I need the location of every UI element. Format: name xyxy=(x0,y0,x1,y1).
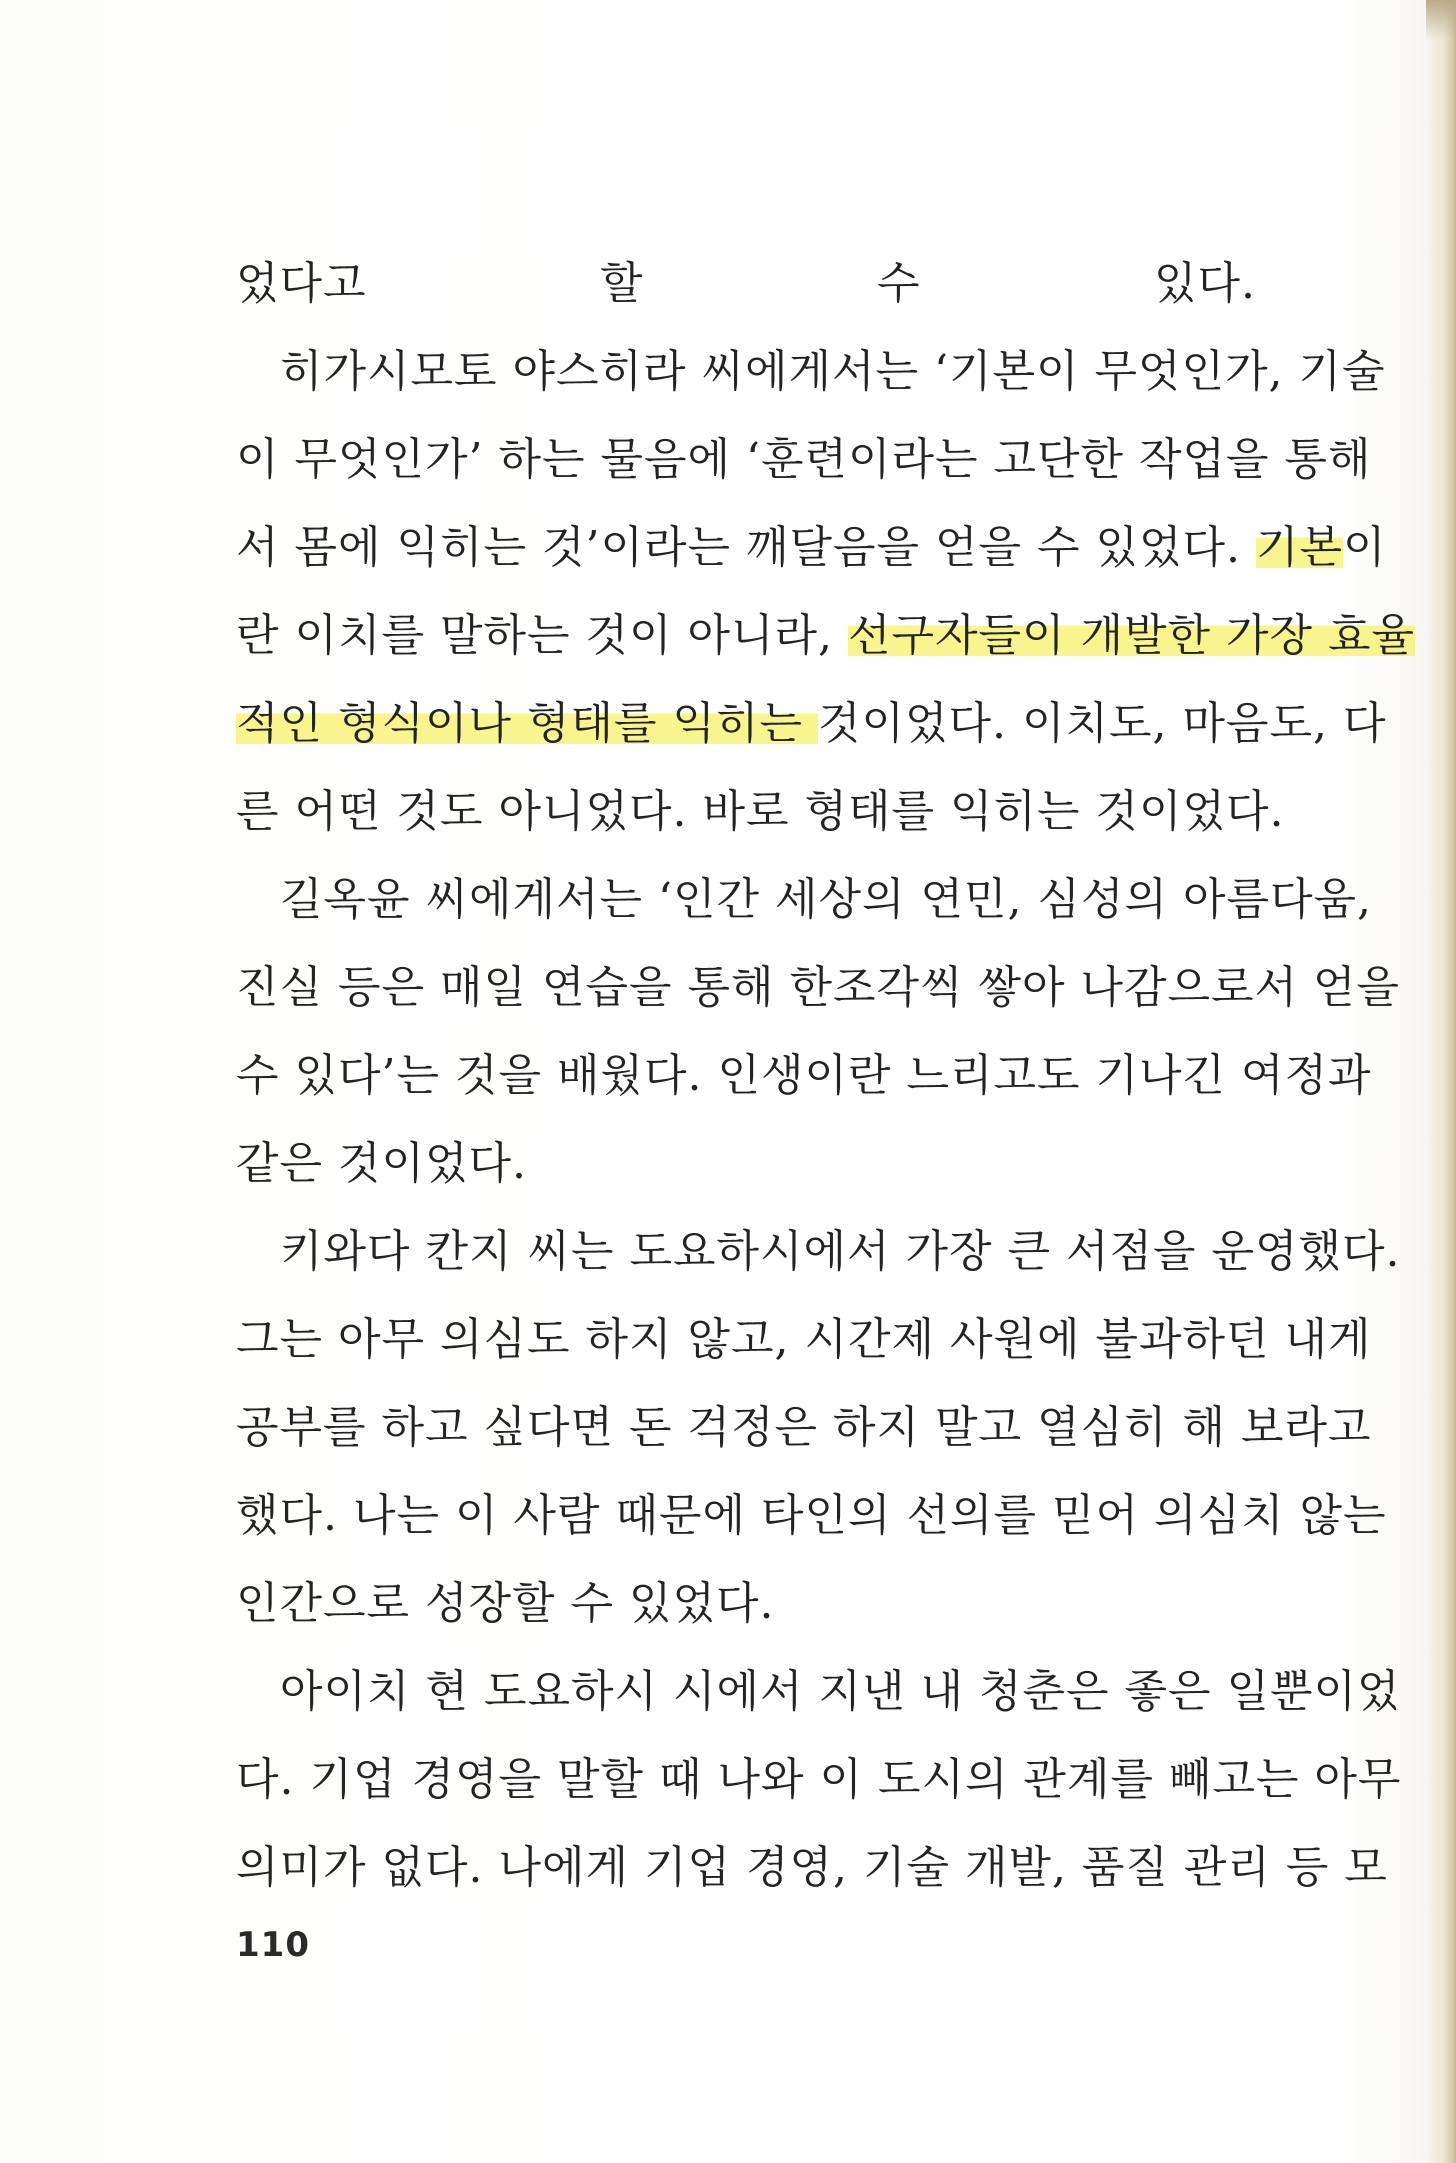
text-line: 른 어떤 것도 아니었다. 바로 형태를 익히는 것이었다. xyxy=(236,786,1285,837)
page-edge-shadow xyxy=(1426,0,1456,2163)
text-line: 했다. 나는 이 사람 때문에 타인의 선의를 믿어 의심치 않는 xyxy=(236,1490,1387,1541)
text-line: 이 무엇인가’ 하는 물음에 ‘훈련이라는 고단한 작업을 통해 xyxy=(236,434,1372,485)
text-segment: 이 xyxy=(1342,522,1387,573)
text-segment: 것이었다. 이치도, 마음도, 다 xyxy=(818,698,1387,749)
text-line: 아이치 현 도요하시 시에서 지낸 내 청춘은 좋은 일뿐이었 xyxy=(280,1666,1401,1717)
text-line: 수 있다’는 것을 배웠다. 인생이란 느리고도 기나긴 여정과 xyxy=(236,1050,1372,1101)
text-line: 같은 것이었다. xyxy=(236,1138,527,1189)
text-line: 키와다 칸지 씨는 도요하시에서 가장 큰 서점을 운영했다. xyxy=(280,1226,1401,1277)
text-line: 길옥윤 씨에게서는 ‘인간 세상의 연민, 심성의 아름다움, xyxy=(280,874,1372,925)
text-line: 었다고 할 수 있다. xyxy=(236,258,1256,309)
highlighted-text: 적인 형식이나 형태를 익히는 xyxy=(236,698,818,749)
text-segment: 란 이치를 말하는 것이 아니라, xyxy=(236,610,848,661)
page-edge-corner xyxy=(1426,0,1456,40)
text-line: 그는 아무 의심도 하지 않고, 시간제 사원에 불과하던 내게 xyxy=(236,1314,1372,1365)
text-line: 히가시모토 야스히라 씨에게서는 ‘기본이 무엇인가, 기술 xyxy=(280,346,1386,397)
body-text xyxy=(236,240,1415,1912)
text-line xyxy=(236,592,1415,680)
text-line: 인간으로 성장할 수 있었다. xyxy=(236,1578,775,1629)
text-line: 공부를 하고 싶다면 돈 걱정은 하지 말고 열심히 해 보라고 xyxy=(236,1402,1372,1453)
page-number: 110 xyxy=(236,1925,310,1965)
text-line: 진실 등은 매일 연습을 통해 한조각씩 쌓아 나감으로서 얻을 xyxy=(236,962,1400,1013)
highlighted-text: 기본 xyxy=(1255,522,1343,573)
highlighted-text: 선구자들이 개발한 가장 효율 xyxy=(847,610,1415,661)
text-segment: 서 몸에 익히는 것’이라는 깨달음을 얻을 수 있었다. xyxy=(236,522,1256,573)
text-line xyxy=(236,680,1387,768)
text-line: 의미가 없다. 나에게 기업 경영, 기술 개발, 품질 관리 등 모 xyxy=(236,1842,1388,1893)
text-line xyxy=(236,504,1387,592)
text-line: 다. 기업 경영을 말할 때 나와 이 도시의 관계를 빼고는 아무 xyxy=(236,1754,1402,1805)
